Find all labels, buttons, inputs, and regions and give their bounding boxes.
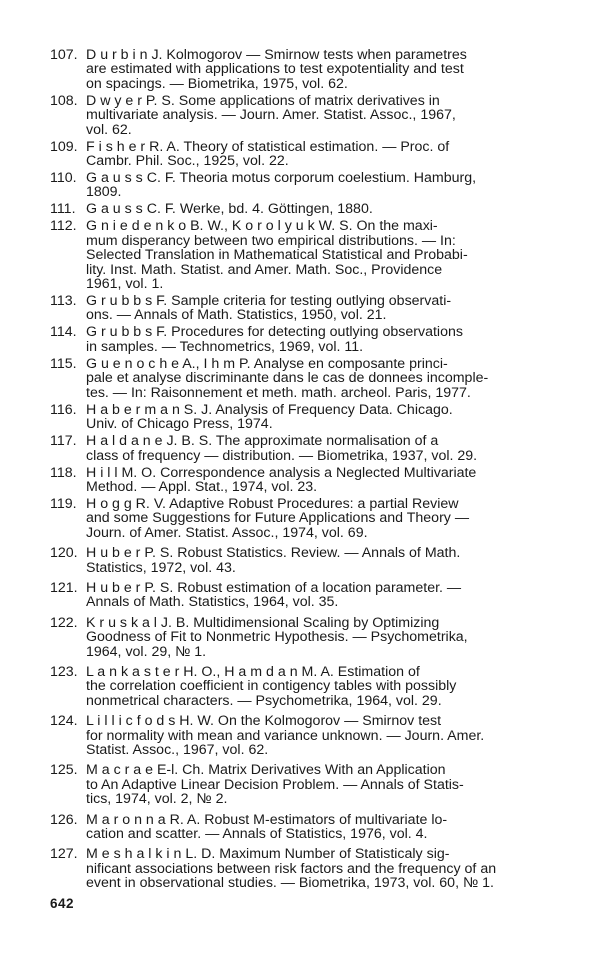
reference-text (86, 847, 558, 890)
reference-line: Cambr. Phil. Soc., 1925, vol. 22. (86, 153, 289, 170)
reference-item (50, 616, 558, 659)
reference-text (86, 48, 558, 91)
reference-line: vol. 62. (86, 121, 132, 138)
reference-item (50, 403, 558, 432)
reference-line: Goodness of Fit to Nonmetric Hypothesis. — Psychometrika, (86, 629, 468, 646)
reference-item (50, 581, 558, 610)
reference-line: Univ. of Chicago Press, 1974. (86, 416, 273, 433)
reference-line: multivariate analysis. — Journ. Amer. Statist. Assoc., 1967, (86, 107, 456, 124)
reference-item (50, 219, 558, 291)
reference-line: 1961, vol. 1. (86, 276, 164, 293)
reference-line: 1964, vol. 29, № 1. (86, 643, 207, 660)
reference-text (86, 294, 558, 323)
reference-text (86, 140, 558, 169)
reference-text (86, 357, 558, 400)
reference-text (86, 497, 558, 540)
reference-item (50, 140, 558, 169)
reference-line: mum disperancy between two empirical distributions. — In: (86, 232, 456, 249)
reference-number: 116. (50, 401, 77, 418)
reference-number: 127. (50, 846, 78, 863)
reference-line: G a u s s C. F. Werke, bd. 4. Göttingen, 1880. (86, 201, 373, 218)
reference-line: class of frequency — distribution. — Biometrika, 1937, vol. 29. (86, 447, 478, 464)
reference-line: are estimated with applications to test expotentiality and test (86, 61, 464, 78)
reference-line: H a b e r m a n S. J. Analysis of Frequency Data. Chicago. (86, 401, 453, 418)
reference-line: D u r b i n J. Kolmogorov — Smirnow tests when parametres (86, 47, 467, 63)
reference-line: M a c r a e E-l. Ch. Matrix Derivatives With an Application (86, 762, 446, 779)
reference-number: 108. (50, 92, 78, 109)
reference-line: G r u b b s F. Procedures for detecting outlying observations (86, 324, 463, 341)
reference-text (86, 434, 558, 463)
page-number: 642 (50, 896, 75, 911)
reference-number: 110. (50, 170, 77, 187)
reference-line: H o g g R. V. Adaptive Robust Procedures: a partial Review (86, 495, 459, 512)
reference-number: 121. (50, 579, 78, 596)
reference-number: 117. (50, 433, 77, 450)
reference-item (50, 497, 558, 540)
reference-text (86, 763, 558, 806)
reference-number: 109. (50, 138, 78, 155)
reference-line: the correlation coefficient in contigency tables with possibly (86, 678, 457, 695)
reference-line: 1809. (86, 184, 122, 201)
reference-text (86, 714, 558, 757)
reference-number: 111. (50, 201, 76, 218)
reference-line: G n i e d e n k o B. W., K o r o l y u k W. S. On the maxi- (86, 218, 438, 235)
reference-line: M e s h a l k i n L. D. Maximum Number of Statisticaly sig- (86, 846, 450, 863)
reference-text (86, 466, 558, 495)
reference-number: 122. (50, 614, 78, 631)
reference-text (86, 581, 558, 610)
reference-line: K r u s k a l J. B. Multidimensional Scaling by Optimizing (86, 614, 440, 631)
reference-number: 118. (50, 464, 77, 481)
reference-item (50, 763, 558, 806)
reference-list (50, 48, 558, 893)
reference-line: G r u b b s F. Sample criteria for testing outlying observati- (86, 293, 452, 310)
reference-number: 119. (50, 495, 77, 512)
reference-line: G u e n o c h e A., I h m P. Analyse en composante princi- (86, 355, 448, 372)
reference-line: to An Adaptive Linear Decision Problem. — Annals of Statis- (86, 776, 464, 793)
reference-item (50, 813, 558, 842)
reference-text (86, 219, 558, 291)
reference-line: nonmetrical characters. — Psychometrika, 1964, vol. 29. (86, 692, 442, 709)
reference-line: H u b e r P. S. Robust Statistics. Review. — Annals of Math. (86, 545, 461, 562)
reference-line: G a u s s C. F. Theoria motus corporum coelestium. Hamburg, (86, 170, 477, 187)
reference-item (50, 48, 558, 91)
reference-text (86, 171, 558, 200)
reference-item (50, 202, 558, 216)
reference-text (86, 813, 558, 842)
reference-number: 125. (50, 762, 78, 779)
reference-number: 112. (50, 218, 77, 235)
reference-number: 123. (50, 663, 78, 680)
reference-text (86, 325, 558, 354)
reference-line: Selected Translation in Mathematical Statistical and Probabi- (86, 247, 468, 264)
reference-line: in samples. — Technometrics, 1969, vol. 11. (86, 338, 364, 355)
reference-line: tes. — In: Raisonnement et meth. math. archeol. Paris, 1977. (86, 384, 471, 401)
reference-line: Journ. of Amer. Statist. Assoc., 1974, vol. 69. (86, 524, 368, 541)
reference-line: Annals of Math. Statistics, 1964, vol. 35. (86, 594, 339, 611)
reference-number: 120. (50, 545, 78, 562)
reference-item (50, 171, 558, 200)
reference-number: 115. (50, 355, 77, 372)
reference-text (86, 616, 558, 659)
reference-number: 114. (50, 324, 77, 341)
reference-line: ons. — Annals of Math. Statistics, 1950, vol. 21. (86, 307, 387, 324)
reference-item (50, 714, 558, 757)
reference-line: Method. — Appl. Stat., 1974, vol. 23. (86, 478, 318, 495)
reference-item (50, 294, 558, 323)
reference-line: event in observational studies. — Biometrika, 1973, vol. 60, № 1. (86, 875, 494, 892)
reference-text (86, 546, 558, 575)
reference-line: M a r o n n a R. A. Robust M-estimators of multivariate lo- (86, 811, 448, 828)
reference-line: nificant associations between risk factors and the frequency of an (86, 860, 497, 877)
reference-item (50, 357, 558, 400)
reference-item (50, 847, 558, 890)
reference-line: L i l l i c f o d s H. W. On the Kolmogorov — Smirnov test (86, 713, 442, 730)
reference-line: Statistics, 1972, vol. 43. (86, 559, 236, 576)
reference-line: Statist. Assoc., 1967, vol. 62. (86, 742, 269, 758)
reference-item (50, 665, 558, 708)
reference-text (86, 202, 558, 216)
reference-line: tics, 1974, vol. 2, № 2. (86, 791, 228, 808)
reference-line: D w y e r P. S. Some applications of matrix derivatives in (86, 92, 440, 109)
reference-number: 107. (50, 47, 78, 63)
reference-line: and some Suggestions for Future Applications and Theory — (86, 510, 470, 527)
reference-line: pale et analyse discriminante dans le cas de donnees incomple- (86, 370, 489, 387)
reference-line: H i l l M. O. Correspondence analysis a Neglected Multivariate (86, 464, 477, 481)
reference-line: for normality with mean and variance unknown. — Journ. Amer. (86, 727, 485, 744)
reference-text (86, 403, 558, 432)
reference-line: F i s h e r R. A. Theory of statistical estimation. — Proc. of (86, 138, 450, 155)
reference-line: on spacings. — Biometrika, 1975, vol. 62. (86, 75, 348, 92)
reference-item (50, 325, 558, 354)
reference-number: 124. (50, 713, 78, 730)
reference-item (50, 434, 558, 463)
reference-text (86, 94, 558, 137)
reference-line: cation and scatter. — Annals of Statistics, 1976, vol. 4. (86, 826, 428, 843)
reference-text (86, 665, 558, 708)
reference-item (50, 94, 558, 137)
reference-number: 126. (50, 811, 78, 828)
reference-item (50, 546, 558, 575)
reference-line: L a n k a s t e r H. O., H a m d a n M. A. Estimation of (86, 663, 420, 680)
reference-item (50, 466, 558, 495)
reference-number: 113. (50, 293, 77, 310)
reference-line: lity. Inst. Math. Statist. and Amer. Math. Soc., Providence (86, 261, 443, 278)
reference-line: H a l d a n e J. B. S. The approximate normalisation of a (86, 433, 439, 450)
reference-line: H u b e r P. S. Robust estimation of a location parameter. — (86, 579, 462, 596)
